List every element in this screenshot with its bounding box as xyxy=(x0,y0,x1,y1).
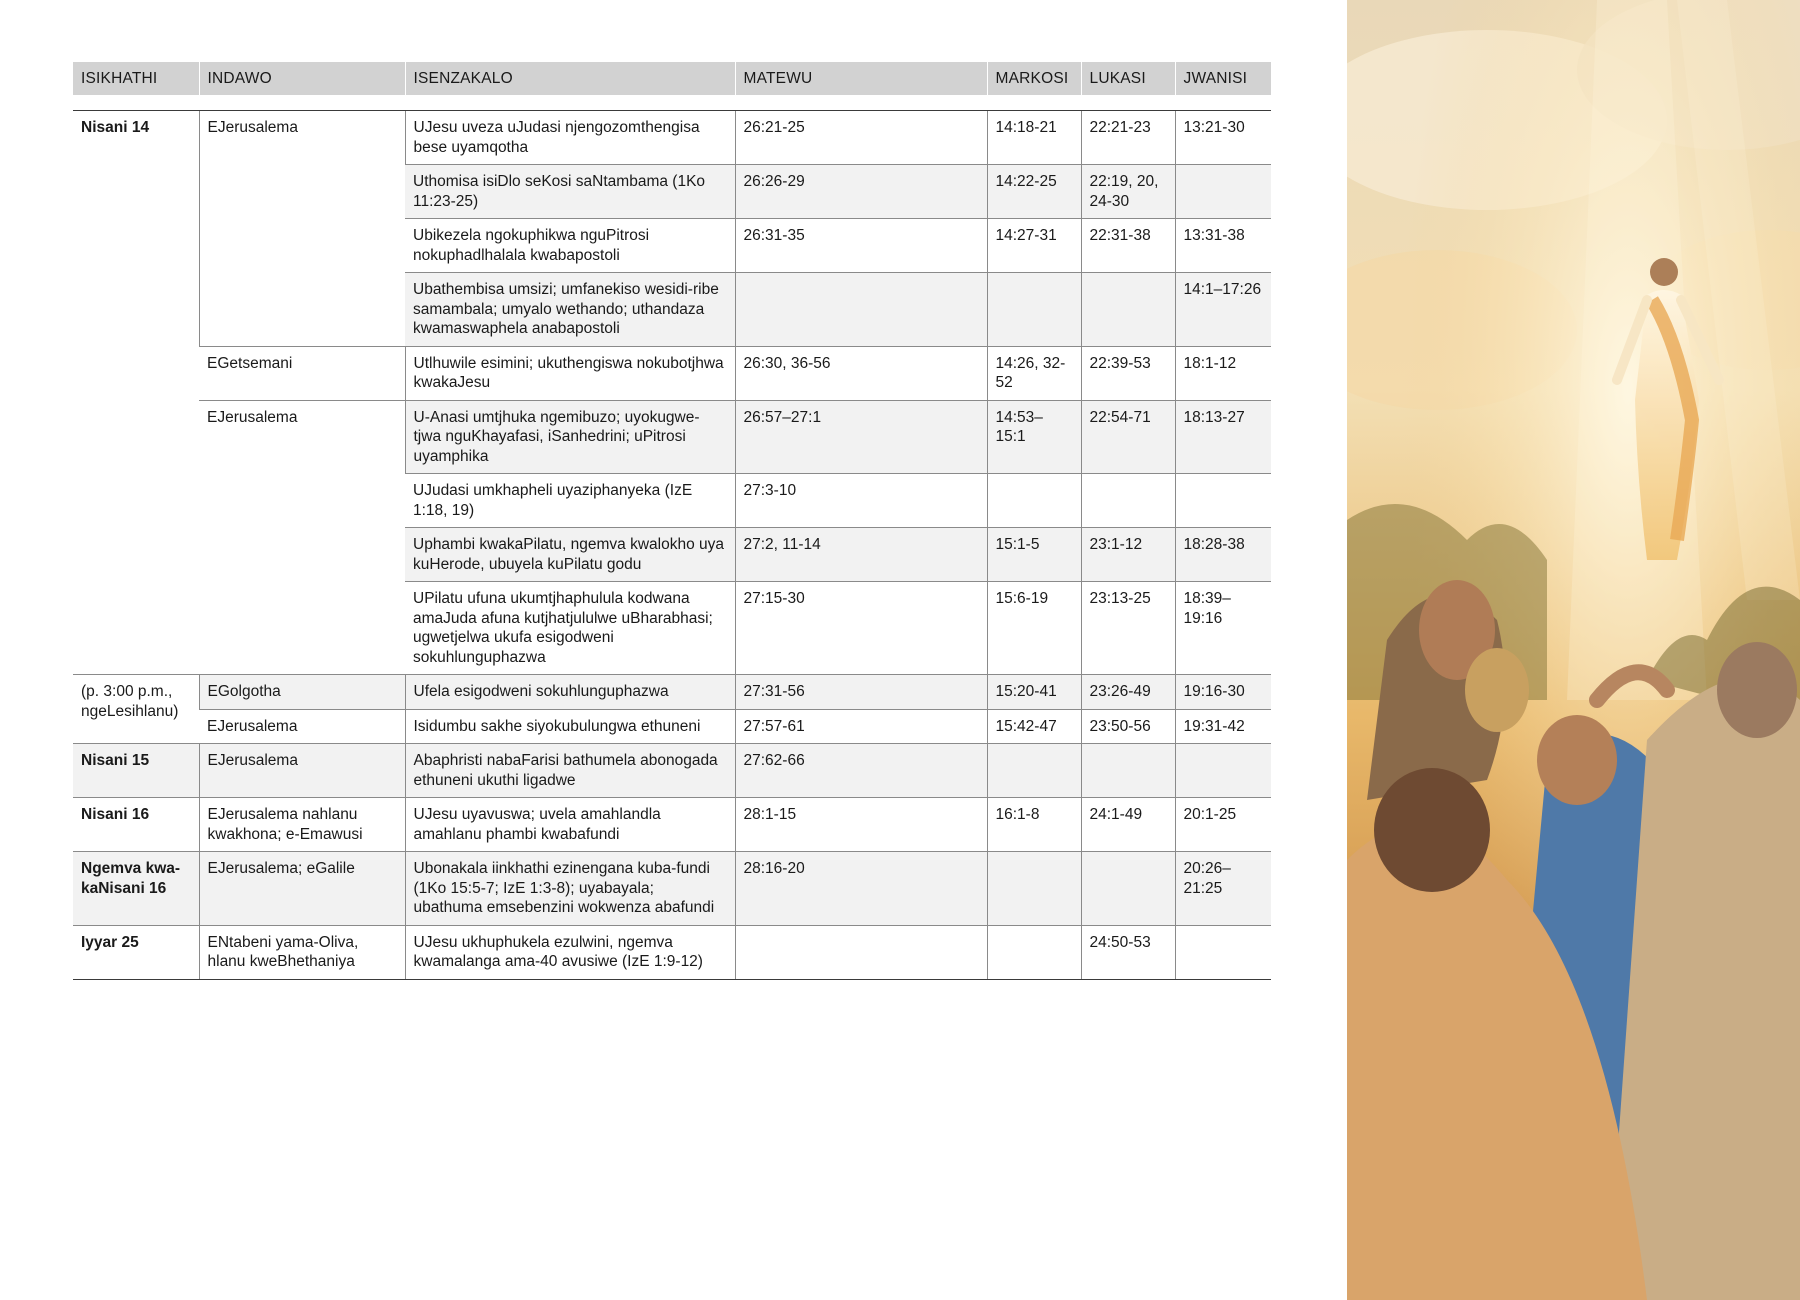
cell-luke: 23:13-25 xyxy=(1081,582,1175,675)
cell-matthew: 27:31-56 xyxy=(735,675,899,710)
cell-event: UJesu ukhuphukela ezulwini, ngemva kwamalanga ama-40 avusiwe (IzE 1:9-12) xyxy=(405,925,735,979)
cell-time: Nisani 16 xyxy=(73,798,199,852)
cell-mark: 14:22-25 xyxy=(987,165,1081,219)
cell-matthew-pad xyxy=(899,346,987,400)
cell-matthew xyxy=(735,273,899,347)
disciple-head xyxy=(1537,715,1617,805)
header-luke: LUKASI xyxy=(1081,62,1175,95)
table-row xyxy=(73,709,1271,744)
cell-matthew-pad xyxy=(899,925,987,979)
chronology-table xyxy=(73,62,1271,980)
cell-john: 13:21-30 xyxy=(1175,111,1271,165)
cell-luke: 23:1-12 xyxy=(1081,528,1175,582)
cell-luke xyxy=(1081,273,1175,347)
cell-mark: 15:42-47 xyxy=(987,709,1081,744)
cell-place: EGetsemani xyxy=(199,346,405,400)
cell-john: 20:26–21:25 xyxy=(1175,852,1271,926)
cell-matthew: 27:62-66 xyxy=(735,744,899,798)
cell-time: Iyyar 25 xyxy=(73,925,199,979)
disciple-head xyxy=(1374,768,1490,892)
cell-john xyxy=(1175,925,1271,979)
cell-mark: 15:6-19 xyxy=(987,582,1081,675)
cell-luke: 24:50-53 xyxy=(1081,925,1175,979)
cell-place: EJerusalema xyxy=(199,400,405,675)
cell-event: Ubathembisa umsizi; umfanekiso wesidi-ribe samambala; umyalo wethando; uthandaza kwamaswaphela anabapostoli xyxy=(405,273,735,347)
cell-john: 18:39–19:16 xyxy=(1175,582,1271,675)
cell-luke: 23:26-49 xyxy=(1081,675,1175,710)
cell-matthew-pad xyxy=(899,528,987,582)
cell-matthew-pad xyxy=(899,474,987,528)
cell-event: Ubonakala iinkhathi ezinengana kuba-fundi (1Ko 15:5-7; IzE 1:3-8); uyabayala; ubathuma emsebenzini wokwenza abafundi xyxy=(405,852,735,926)
cell-event: Uphambi kwakaPilatu, ngemva kwalokho uya kuHerode, ubuyela kuPilatu godu xyxy=(405,528,735,582)
cell-matthew-pad xyxy=(899,675,987,710)
cell-event: Ufela esigodweni sokuhlunguphazwa xyxy=(405,675,735,710)
table-header xyxy=(73,62,1271,111)
cell-matthew-pad xyxy=(899,709,987,744)
cell-mark xyxy=(987,852,1081,926)
cell-event: Utlhuwile esimini; ukuthengiswa nokubotjhwa kwakaJesu xyxy=(405,346,735,400)
cell-matthew-pad xyxy=(899,798,987,852)
cell-john: 20:1-25 xyxy=(1175,798,1271,852)
cell-place: EJerusalema xyxy=(199,744,405,798)
cell-matthew-pad xyxy=(899,111,987,165)
cell-place: EJerusalema xyxy=(199,111,405,347)
cell-luke: 22:54-71 xyxy=(1081,400,1175,474)
cell-event: U-Anasi umtjhuka ngemibuzo; uyokugwe-tjwa nguKhayafasi, iSanhedrini; uPitrosi uyamphika xyxy=(405,400,735,474)
cell-luke xyxy=(1081,744,1175,798)
cell-john xyxy=(1175,744,1271,798)
cell-mark xyxy=(987,925,1081,979)
cell-time: (p. 3:00 p.m., ngeLesihlanu) xyxy=(73,675,199,744)
cell-matthew-pad xyxy=(899,744,987,798)
header-event: ISENZAKALO xyxy=(405,62,735,95)
header-matthew: MATEWU xyxy=(735,62,987,95)
cell-mark xyxy=(987,273,1081,347)
cell-event: UJudasi umkhapheli uyaziphanyeka (IzE 1:18, 19) xyxy=(405,474,735,528)
cell-luke: 22:39-53 xyxy=(1081,346,1175,400)
cell-place: EGolgotha xyxy=(199,675,405,710)
header-mark: MARKOSI xyxy=(987,62,1081,95)
cell-matthew: 26:31-35 xyxy=(735,219,899,273)
cell-matthew: 28:16-20 xyxy=(735,852,899,926)
table-body xyxy=(73,111,1271,980)
cell-john: 14:1–17:26 xyxy=(1175,273,1271,347)
cell-mark: 14:26, 32-52 xyxy=(987,346,1081,400)
cell-john: 13:31-38 xyxy=(1175,219,1271,273)
header-place: INDAWO xyxy=(199,62,405,95)
cell-john: 18:13-27 xyxy=(1175,400,1271,474)
ascension-illustration xyxy=(1347,0,1800,1300)
cell-mark: 15:1-5 xyxy=(987,528,1081,582)
disciple-head xyxy=(1465,648,1529,732)
cell-mark: 16:1-8 xyxy=(987,798,1081,852)
table-row xyxy=(73,744,1271,798)
table-row xyxy=(73,798,1271,852)
cell-matthew-pad xyxy=(899,273,987,347)
cell-time: Nisani 15 xyxy=(73,744,199,798)
cell-matthew: 26:26-29 xyxy=(735,165,899,219)
cell-mark xyxy=(987,474,1081,528)
table-row xyxy=(73,111,1271,165)
cell-place: EJerusalema xyxy=(199,709,405,744)
cell-john: 19:31-42 xyxy=(1175,709,1271,744)
table-row xyxy=(73,852,1271,926)
cell-john xyxy=(1175,474,1271,528)
cell-place: ENtabeni yama-Oliva, hlanu kweBhethaniya xyxy=(199,925,405,979)
cell-matthew: 27:15-30 xyxy=(735,582,899,675)
disciple-head xyxy=(1717,642,1797,738)
cell-mark: 14:53–15:1 xyxy=(987,400,1081,474)
cell-time: Nisani 14 xyxy=(73,111,199,675)
cell-matthew: 27:57-61 xyxy=(735,709,899,744)
cell-luke: 24:1-49 xyxy=(1081,798,1175,852)
table-row xyxy=(73,675,1271,710)
cell-matthew-pad xyxy=(899,400,987,474)
cell-luke: 22:21-23 xyxy=(1081,111,1175,165)
cell-john: 18:28-38 xyxy=(1175,528,1271,582)
cell-luke: 22:31-38 xyxy=(1081,219,1175,273)
cell-luke xyxy=(1081,474,1175,528)
chronology-table-container xyxy=(73,62,1271,980)
cell-mark: 15:20-41 xyxy=(987,675,1081,710)
cell-matthew: 26:21-25 xyxy=(735,111,899,165)
cell-event: Abaphristi nabaFarisi bathumela abonogada ethuneni ukuthi ligadwe xyxy=(405,744,735,798)
cell-john xyxy=(1175,165,1271,219)
cell-matthew: 27:2, 11-14 xyxy=(735,528,899,582)
cell-matthew-pad xyxy=(899,582,987,675)
cell-john: 18:1-12 xyxy=(1175,346,1271,400)
cell-place: EJerusalema; eGalile xyxy=(199,852,405,926)
header-spacer xyxy=(73,95,1271,111)
table-row xyxy=(73,346,1271,400)
cell-matthew: 26:57–27:1 xyxy=(735,400,899,474)
cell-time: Ngemva kwa-kaNisani 16 xyxy=(73,852,199,926)
cell-luke xyxy=(1081,852,1175,926)
cell-event: UJesu uyavuswa; uvela amahlandla amahlanu phambi kwabafundi xyxy=(405,798,735,852)
cell-matthew: 26:30, 36-56 xyxy=(735,346,899,400)
header-time: ISIKHATHI xyxy=(73,62,199,95)
cell-matthew-pad xyxy=(899,165,987,219)
cell-event: UJesu uveza uJudasi njengozomthengisa bese uyamqotha xyxy=(405,111,735,165)
table-row xyxy=(73,925,1271,979)
cell-place: EJerusalema nahlanu kwakhona; e-Emawusi xyxy=(199,798,405,852)
cell-mark: 14:27-31 xyxy=(987,219,1081,273)
cell-mark xyxy=(987,744,1081,798)
cell-mark: 14:18-21 xyxy=(987,111,1081,165)
table-row xyxy=(73,400,1271,474)
cell-matthew: 28:1-15 xyxy=(735,798,899,852)
cell-luke: 22:19, 20, 24-30 xyxy=(1081,165,1175,219)
cell-matthew-pad xyxy=(899,852,987,926)
cell-luke: 23:50-56 xyxy=(1081,709,1175,744)
header-john: JWANISI xyxy=(1175,62,1271,95)
cell-event: Uthomisa isiDlo seKosi saNtambama (1Ko 11:23-25) xyxy=(405,165,735,219)
cell-event: Ubikezela ngokuphikwa nguPitrosi nokuphadlhalala kwabapostoli xyxy=(405,219,735,273)
cell-event: UPilatu ufuna ukumtjhaphulula kodwana amaJuda afuna kutjhatjululwe uBharabhasi; ugwetjelwa ukufa esigodweni sokuhlunguphazwa xyxy=(405,582,735,675)
cell-john: 19:16-30 xyxy=(1175,675,1271,710)
cell-matthew: 27:3-10 xyxy=(735,474,899,528)
cell-matthew xyxy=(735,925,899,979)
cell-event: Isidumbu sakhe siyokubulungwa ethuneni xyxy=(405,709,735,744)
cell-matthew-pad xyxy=(899,219,987,273)
